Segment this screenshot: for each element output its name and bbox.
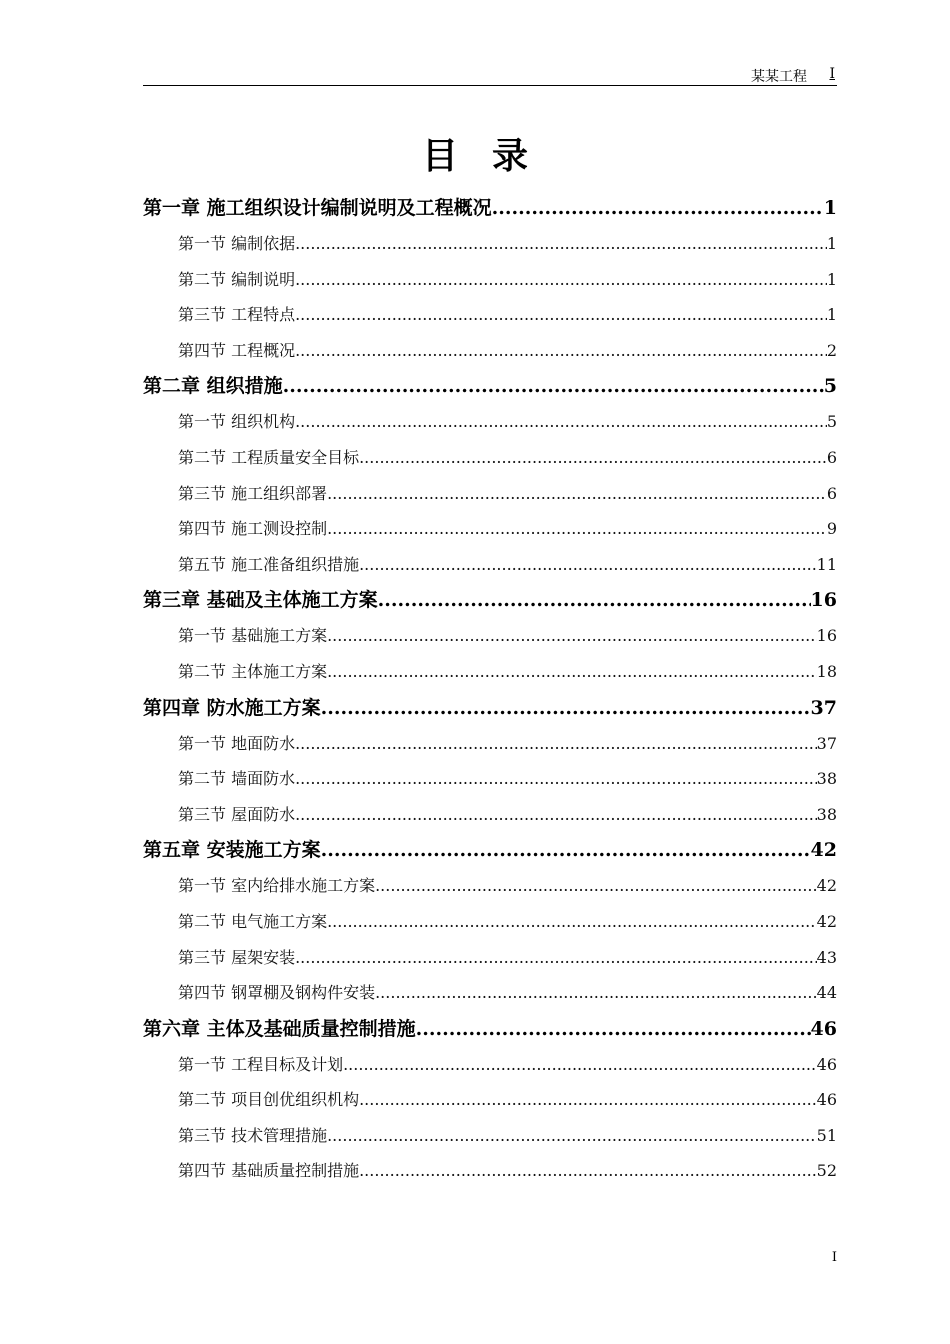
toc-leader-dots bbox=[375, 868, 817, 904]
toc-leader-dots bbox=[327, 476, 827, 512]
page-header bbox=[143, 64, 837, 86]
toc-section-entry[interactable] bbox=[143, 404, 837, 440]
toc-section-entry[interactable] bbox=[143, 1153, 837, 1189]
toc-entry-label: 第二节 编制说明 bbox=[178, 269, 296, 289]
toc-entry-page: 1 bbox=[826, 269, 837, 289]
toc-entry-page: 37 bbox=[810, 696, 837, 719]
toc-leader-dots bbox=[343, 1047, 817, 1083]
toc-leader-dots bbox=[321, 690, 811, 726]
toc-entry-label: 第四节 基础质量控制措施 bbox=[178, 1161, 360, 1181]
toc-entry-page: 42 bbox=[810, 839, 837, 862]
toc-entry-label: 第五章 安装施工方案 bbox=[143, 839, 321, 862]
toc-entry-label: 第一章 施工组织设计编制说明及工程概况 bbox=[143, 197, 492, 219]
toc-chapter-entry[interactable] bbox=[143, 690, 837, 726]
toc-leader-dots bbox=[416, 1011, 811, 1047]
toc-entry-page: 2 bbox=[826, 340, 837, 360]
toc-section-entry[interactable] bbox=[143, 226, 837, 262]
toc-entry-page: 37 bbox=[816, 733, 837, 753]
footer-page-number: I bbox=[831, 1250, 837, 1265]
toc-entry-label: 第三节 工程特点 bbox=[178, 305, 296, 325]
toc-section-entry[interactable] bbox=[143, 476, 837, 512]
toc-entry-label: 第一节 地面防水 bbox=[178, 733, 296, 753]
toc-section-entry[interactable] bbox=[143, 654, 837, 690]
toc-entry-page: 44 bbox=[816, 983, 837, 1003]
toc-section-entry[interactable] bbox=[143, 547, 837, 583]
toc-section-entry[interactable] bbox=[143, 333, 837, 369]
toc-section-entry[interactable] bbox=[143, 262, 837, 298]
toc-entry-label: 第六章 主体及基础质量控制措施 bbox=[143, 1017, 416, 1040]
toc-entry-page: 51 bbox=[816, 1125, 837, 1145]
header-title: 某某工程 bbox=[751, 69, 807, 85]
toc-entry-label: 第二节 电气施工方案 bbox=[178, 911, 328, 931]
toc-entry-page: 6 bbox=[826, 447, 837, 467]
toc-entry-page: 1 bbox=[823, 197, 837, 219]
toc-section-entry[interactable] bbox=[143, 868, 837, 904]
toc-section-entry[interactable] bbox=[143, 940, 837, 976]
toc-entry-label: 第四章 防水施工方案 bbox=[143, 696, 321, 719]
toc-leader-dots bbox=[359, 1153, 817, 1189]
toc-entry-page: 9 bbox=[826, 519, 837, 539]
toc-leader-dots bbox=[327, 511, 827, 547]
toc-entry-page: 42 bbox=[816, 876, 837, 896]
toc-section-entry[interactable] bbox=[143, 1118, 837, 1154]
toc-leader-dots bbox=[375, 975, 817, 1011]
toc-title: 目录 bbox=[421, 136, 562, 177]
toc-entry-page: 46 bbox=[816, 1054, 837, 1074]
toc-leader-dots bbox=[321, 832, 811, 868]
toc-entry-page: 11 bbox=[816, 554, 837, 574]
toc-section-entry[interactable] bbox=[143, 761, 837, 797]
toc-entry-label: 第三章 基础及主体施工方案 bbox=[143, 589, 378, 612]
toc-leader-dots bbox=[327, 904, 817, 940]
toc-entry-label: 第二节 工程质量安全目标 bbox=[178, 447, 360, 467]
toc-entry-page: 16 bbox=[810, 589, 837, 612]
toc-chapter-entry[interactable] bbox=[143, 1011, 837, 1047]
toc-chapter-entry[interactable] bbox=[143, 190, 837, 226]
toc-leader-dots bbox=[295, 226, 827, 262]
toc-leader-dots bbox=[327, 1118, 817, 1154]
toc-leader-dots bbox=[295, 297, 827, 333]
toc-leader-dots bbox=[378, 582, 811, 618]
toc-leader-dots bbox=[295, 333, 827, 369]
toc-entry-label: 第一节 组织机构 bbox=[178, 412, 296, 432]
toc-chapter-entry[interactable] bbox=[143, 832, 837, 868]
toc-entry-label: 第二章 组织措施 bbox=[143, 375, 283, 398]
toc-leader-dots bbox=[359, 440, 827, 476]
toc-entry-page: 18 bbox=[816, 661, 837, 681]
toc-section-entry[interactable] bbox=[143, 511, 837, 547]
toc-section-entry[interactable] bbox=[143, 726, 837, 762]
toc-entry-label: 第二节 项目创优组织机构 bbox=[178, 1090, 360, 1110]
toc-leader-dots bbox=[327, 618, 817, 654]
toc-entry-label: 第五节 施工准备组织措施 bbox=[178, 554, 360, 574]
toc-entry-page: 6 bbox=[826, 483, 837, 503]
toc-leader-dots bbox=[359, 547, 817, 583]
toc-entry-page: 38 bbox=[816, 804, 837, 824]
toc-entry-page: 38 bbox=[816, 769, 837, 789]
toc-leader-dots bbox=[283, 368, 824, 404]
toc-chapter-entry[interactable] bbox=[143, 368, 837, 404]
toc-leader-dots bbox=[295, 404, 827, 440]
toc-entry-label: 第一节 基础施工方案 bbox=[178, 626, 328, 646]
toc-entry-label: 第一节 编制依据 bbox=[178, 234, 296, 253]
toc-section-entry[interactable] bbox=[143, 904, 837, 940]
toc-leader-dots bbox=[295, 262, 827, 298]
toc-entry-label: 第三节 屋面防水 bbox=[178, 804, 296, 824]
toc-entry-label: 第四节 施工测设控制 bbox=[178, 519, 328, 539]
toc-entry-label: 第四节 工程概况 bbox=[178, 340, 296, 360]
toc-entry-page: 5 bbox=[826, 412, 837, 432]
toc-entry-label: 第二节 墙面防水 bbox=[178, 769, 296, 789]
toc-entry-page: 43 bbox=[816, 947, 837, 967]
toc-section-entry[interactable] bbox=[143, 975, 837, 1011]
toc-entry-page: 42 bbox=[816, 911, 837, 931]
header-page-number: I bbox=[829, 66, 835, 82]
toc-leader-dots bbox=[295, 940, 817, 976]
toc-entry-page: 16 bbox=[816, 626, 837, 646]
toc-entry-page: 46 bbox=[810, 1017, 837, 1040]
toc-entry-label: 第三节 技术管理措施 bbox=[178, 1125, 328, 1145]
toc-section-entry[interactable] bbox=[143, 618, 837, 654]
toc-leader-dots bbox=[327, 654, 817, 690]
toc-entry-label: 第三节 施工组织部署 bbox=[178, 483, 328, 503]
toc-section-entry[interactable] bbox=[143, 440, 837, 476]
toc-leader-dots bbox=[295, 726, 817, 762]
toc-entry-page: 1 bbox=[826, 234, 837, 253]
toc-entry-label: 第一节 工程目标及计划 bbox=[178, 1054, 344, 1074]
toc-entry-page: 46 bbox=[816, 1090, 837, 1110]
toc-entry-page: 5 bbox=[823, 375, 837, 398]
toc-leader-dots bbox=[295, 761, 817, 797]
toc-leader-dots bbox=[295, 797, 817, 833]
toc-entry-label: 第一节 室内给排水施工方案 bbox=[178, 876, 376, 896]
toc-section-entry[interactable] bbox=[143, 1047, 837, 1083]
toc-entry-label: 第四节 钢罩棚及钢构件安装 bbox=[178, 983, 376, 1003]
toc-section-entry[interactable] bbox=[143, 1082, 837, 1118]
toc-chapter-entry[interactable] bbox=[143, 582, 837, 618]
toc-section-entry[interactable] bbox=[143, 297, 837, 333]
toc-entry-label: 第二节 主体施工方案 bbox=[178, 661, 328, 681]
toc-entry-page: 1 bbox=[826, 305, 837, 325]
toc-leader-dots bbox=[492, 190, 824, 226]
toc-section-entry[interactable] bbox=[143, 797, 837, 833]
toc-entry-label: 第三节 屋架安装 bbox=[178, 947, 296, 967]
toc-entry-page: 52 bbox=[816, 1161, 837, 1181]
table-of-contents bbox=[143, 190, 837, 1189]
toc-leader-dots bbox=[359, 1082, 817, 1118]
